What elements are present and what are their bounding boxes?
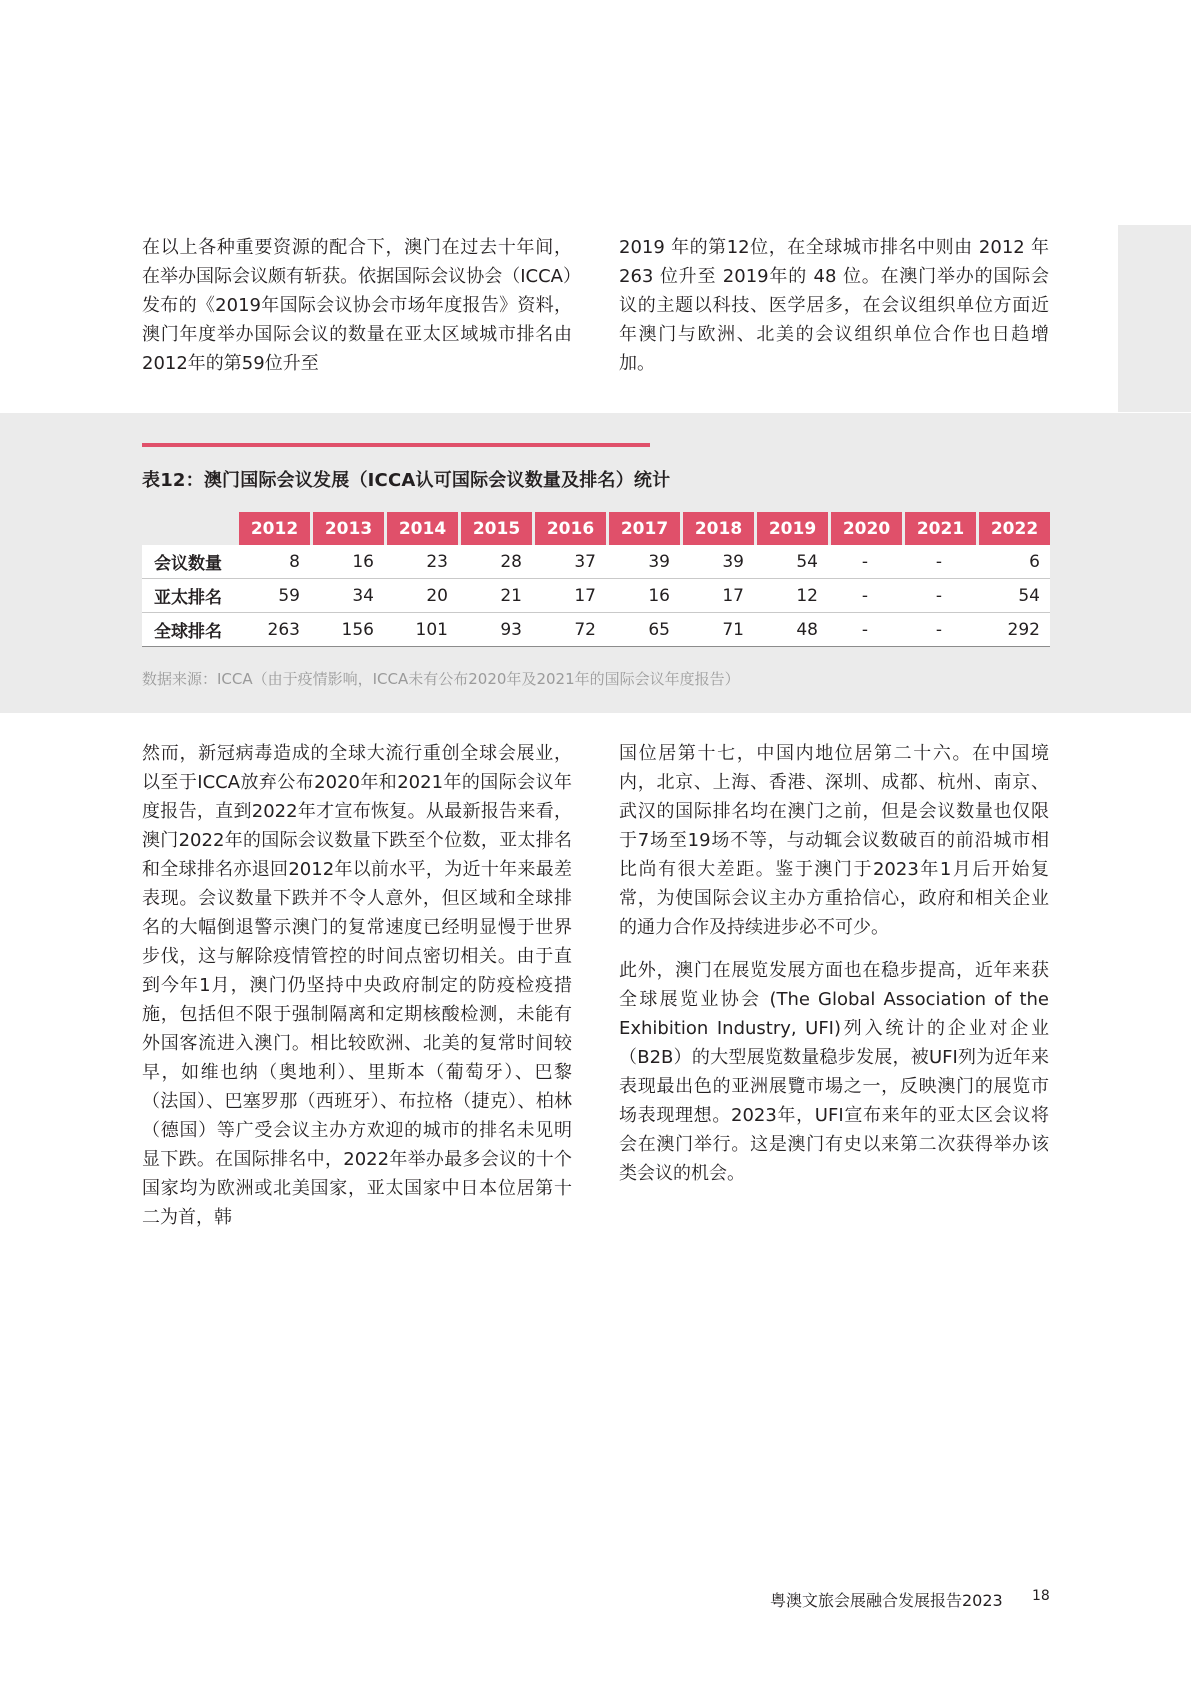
body-paragraph-right-1: 国位居第十七，中国内地位居第二十六。在中国境内，北京、上海、香港、深圳、成都、杭州、南京、武汉的国际排名均在澳门之前，但是会议数量也仅限于7场至19场不等，与动辄会议数破百的前沿城市相比尚有很大差距。鉴于澳门于2023年1月后开始复常，为使国际会议主办方重拾信心，政府和相关企业的通力合作及持续进步必不可少。 <box>619 743 1049 938</box>
table-cell: 8 <box>236 545 310 579</box>
table-cell: 16 <box>606 579 680 613</box>
table-cell: 93 <box>458 613 532 647</box>
body-column-left <box>142 739 572 1232</box>
intro-column-right <box>619 233 1049 378</box>
table-row-asia-pacific-rank <box>142 579 1050 613</box>
page-number: 18 <box>1032 1588 1050 1604</box>
table-cell: 20 <box>384 579 458 613</box>
table-cell: 39 <box>606 545 680 579</box>
table-cell: 12 <box>754 579 828 613</box>
table-cell: 6 <box>976 545 1050 579</box>
body-paragraph-right-2: 此外，澳门在展览发展方面也在稳步提高，近年来获全球展览业协会 (The Global Association of the Exhibition Industry, UFI)列入统计的企业对企业（B2B）的大型展览数量稳步发展，被UFI列为近年来表现最出色的亚洲展覽市場之一，反映澳门的展览市场表现理想。2023年，UFI宣布来年的亚太区会议将会在澳门举行。这是澳门有史以来第二次获得举办该类会议的机会。 <box>619 960 1049 1184</box>
table-header-row <box>142 512 1050 545</box>
table-cell: 71 <box>680 613 754 647</box>
table-cell: 72 <box>532 613 606 647</box>
table-cell: 48 <box>754 613 828 647</box>
year-header-2013: 2013 <box>310 512 384 545</box>
row-label: 全球排名 <box>142 613 236 647</box>
table-cell: 16 <box>310 545 384 579</box>
table-corner-cell <box>142 512 236 545</box>
table-cell: - <box>828 613 902 647</box>
table-cell: 17 <box>680 579 754 613</box>
table-cell: - <box>828 545 902 579</box>
table-row-global-rank <box>142 613 1050 647</box>
table-source-note: 数据来源：ICCA（由于疫情影响，ICCA未有公布2020年及2021年的国际会议年度报告） <box>142 670 740 688</box>
year-header-2012: 2012 <box>236 512 310 545</box>
year-header-2016: 2016 <box>532 512 606 545</box>
body-column-right <box>619 739 1049 1188</box>
year-header-2021: 2021 <box>902 512 976 545</box>
body-paragraph-left: 然而，新冠病毒造成的全球大流行重创全球会展业，以至于ICCA放弃公布2020年和2021年的国际会议年度报告，直到2022年才宣布恢复。从最新报告来看，澳门2022年的国际会议数量下跌至个位数，亚太排名和全球排名亦退回2012年以前水平，为近十年来最差表现。会议数量下跌并不令人意外，但区域和全球排名的大幅倒退警示澳门的复常速度已经明显慢于世界步伐，这与解除疫情管控的时间点密切相关。由于直到今年1月，澳门仍坚持中央政府制定的防疫检疫措施，包括但不限于强制隔离和定期核酸检测，未能有外国客流进入澳门。相比较欧洲、北美的复常时间较早，如维也纳（奥地利）、里斯本（葡萄牙）、巴黎（法国）、巴塞罗那（西班牙）、布拉格（捷克）、柏林（德国）等广受会议主办方欢迎的城市的排名未见明显下跌。在国际排名中，2022年举办最多会议的十个国家均为欧洲或北美国家，亚太国家中日本位居第十二为首，韩 <box>142 743 572 1228</box>
table-title-rule <box>142 443 650 447</box>
year-header-2015: 2015 <box>458 512 532 545</box>
table-cell: 292 <box>976 613 1050 647</box>
year-header-2018: 2018 <box>680 512 754 545</box>
table-cell: 54 <box>754 545 828 579</box>
table-row-meeting-count <box>142 545 1050 579</box>
intro-column-left <box>142 233 572 378</box>
table-cell: - <box>902 613 976 647</box>
table-cell: - <box>828 579 902 613</box>
year-header-2022: 2022 <box>976 512 1050 545</box>
intro-paragraph-left: 在以上各种重要资源的配合下，澳门在过去十年间，在举办国际会议颇有斩获。依据国际会议协会（ICCA）发布的《2019年国际会议协会市场年度报告》资料，澳门年度举办国际会议的数量在亚太区域城市排名由2012年的第59位升至 <box>142 237 572 374</box>
table-cell: 21 <box>458 579 532 613</box>
table-title: 表12：澳门国际会议发展（ICCA认可国际会议数量及排名）统计 <box>142 470 671 491</box>
table-cell: 37 <box>532 545 606 579</box>
footer-report-title: 粤澳文旅会展融合发展报告2023 <box>770 1591 1003 1610</box>
table-cell: 39 <box>680 545 754 579</box>
year-header-2020: 2020 <box>828 512 902 545</box>
row-label: 亚太排名 <box>142 579 236 613</box>
table-cell: 17 <box>532 579 606 613</box>
table-cell: 23 <box>384 545 458 579</box>
table-cell: - <box>902 545 976 579</box>
year-header-2019: 2019 <box>754 512 828 545</box>
intro-paragraph-right: 2019 年的第12位，在全球城市排名中则由 2012 年 263 位升至 2019年的 48 位。在澳门举办的国际会议的主题以科技、医学居多，在会议组织单位方面近年澳门与欧洲、北美的会议组织单位合作也日趋增加。 <box>619 237 1049 374</box>
table-cell: 65 <box>606 613 680 647</box>
row-label: 会议数量 <box>142 545 236 579</box>
icca-stats-table <box>142 512 1050 647</box>
table-cell: 59 <box>236 579 310 613</box>
year-header-2017: 2017 <box>606 512 680 545</box>
year-header-2014: 2014 <box>384 512 458 545</box>
table-cell: 54 <box>976 579 1050 613</box>
table-cell: 34 <box>310 579 384 613</box>
table-cell: 101 <box>384 613 458 647</box>
table-cell: 156 <box>310 613 384 647</box>
table-cell: 28 <box>458 545 532 579</box>
table-cell: - <box>902 579 976 613</box>
table-cell: 263 <box>236 613 310 647</box>
